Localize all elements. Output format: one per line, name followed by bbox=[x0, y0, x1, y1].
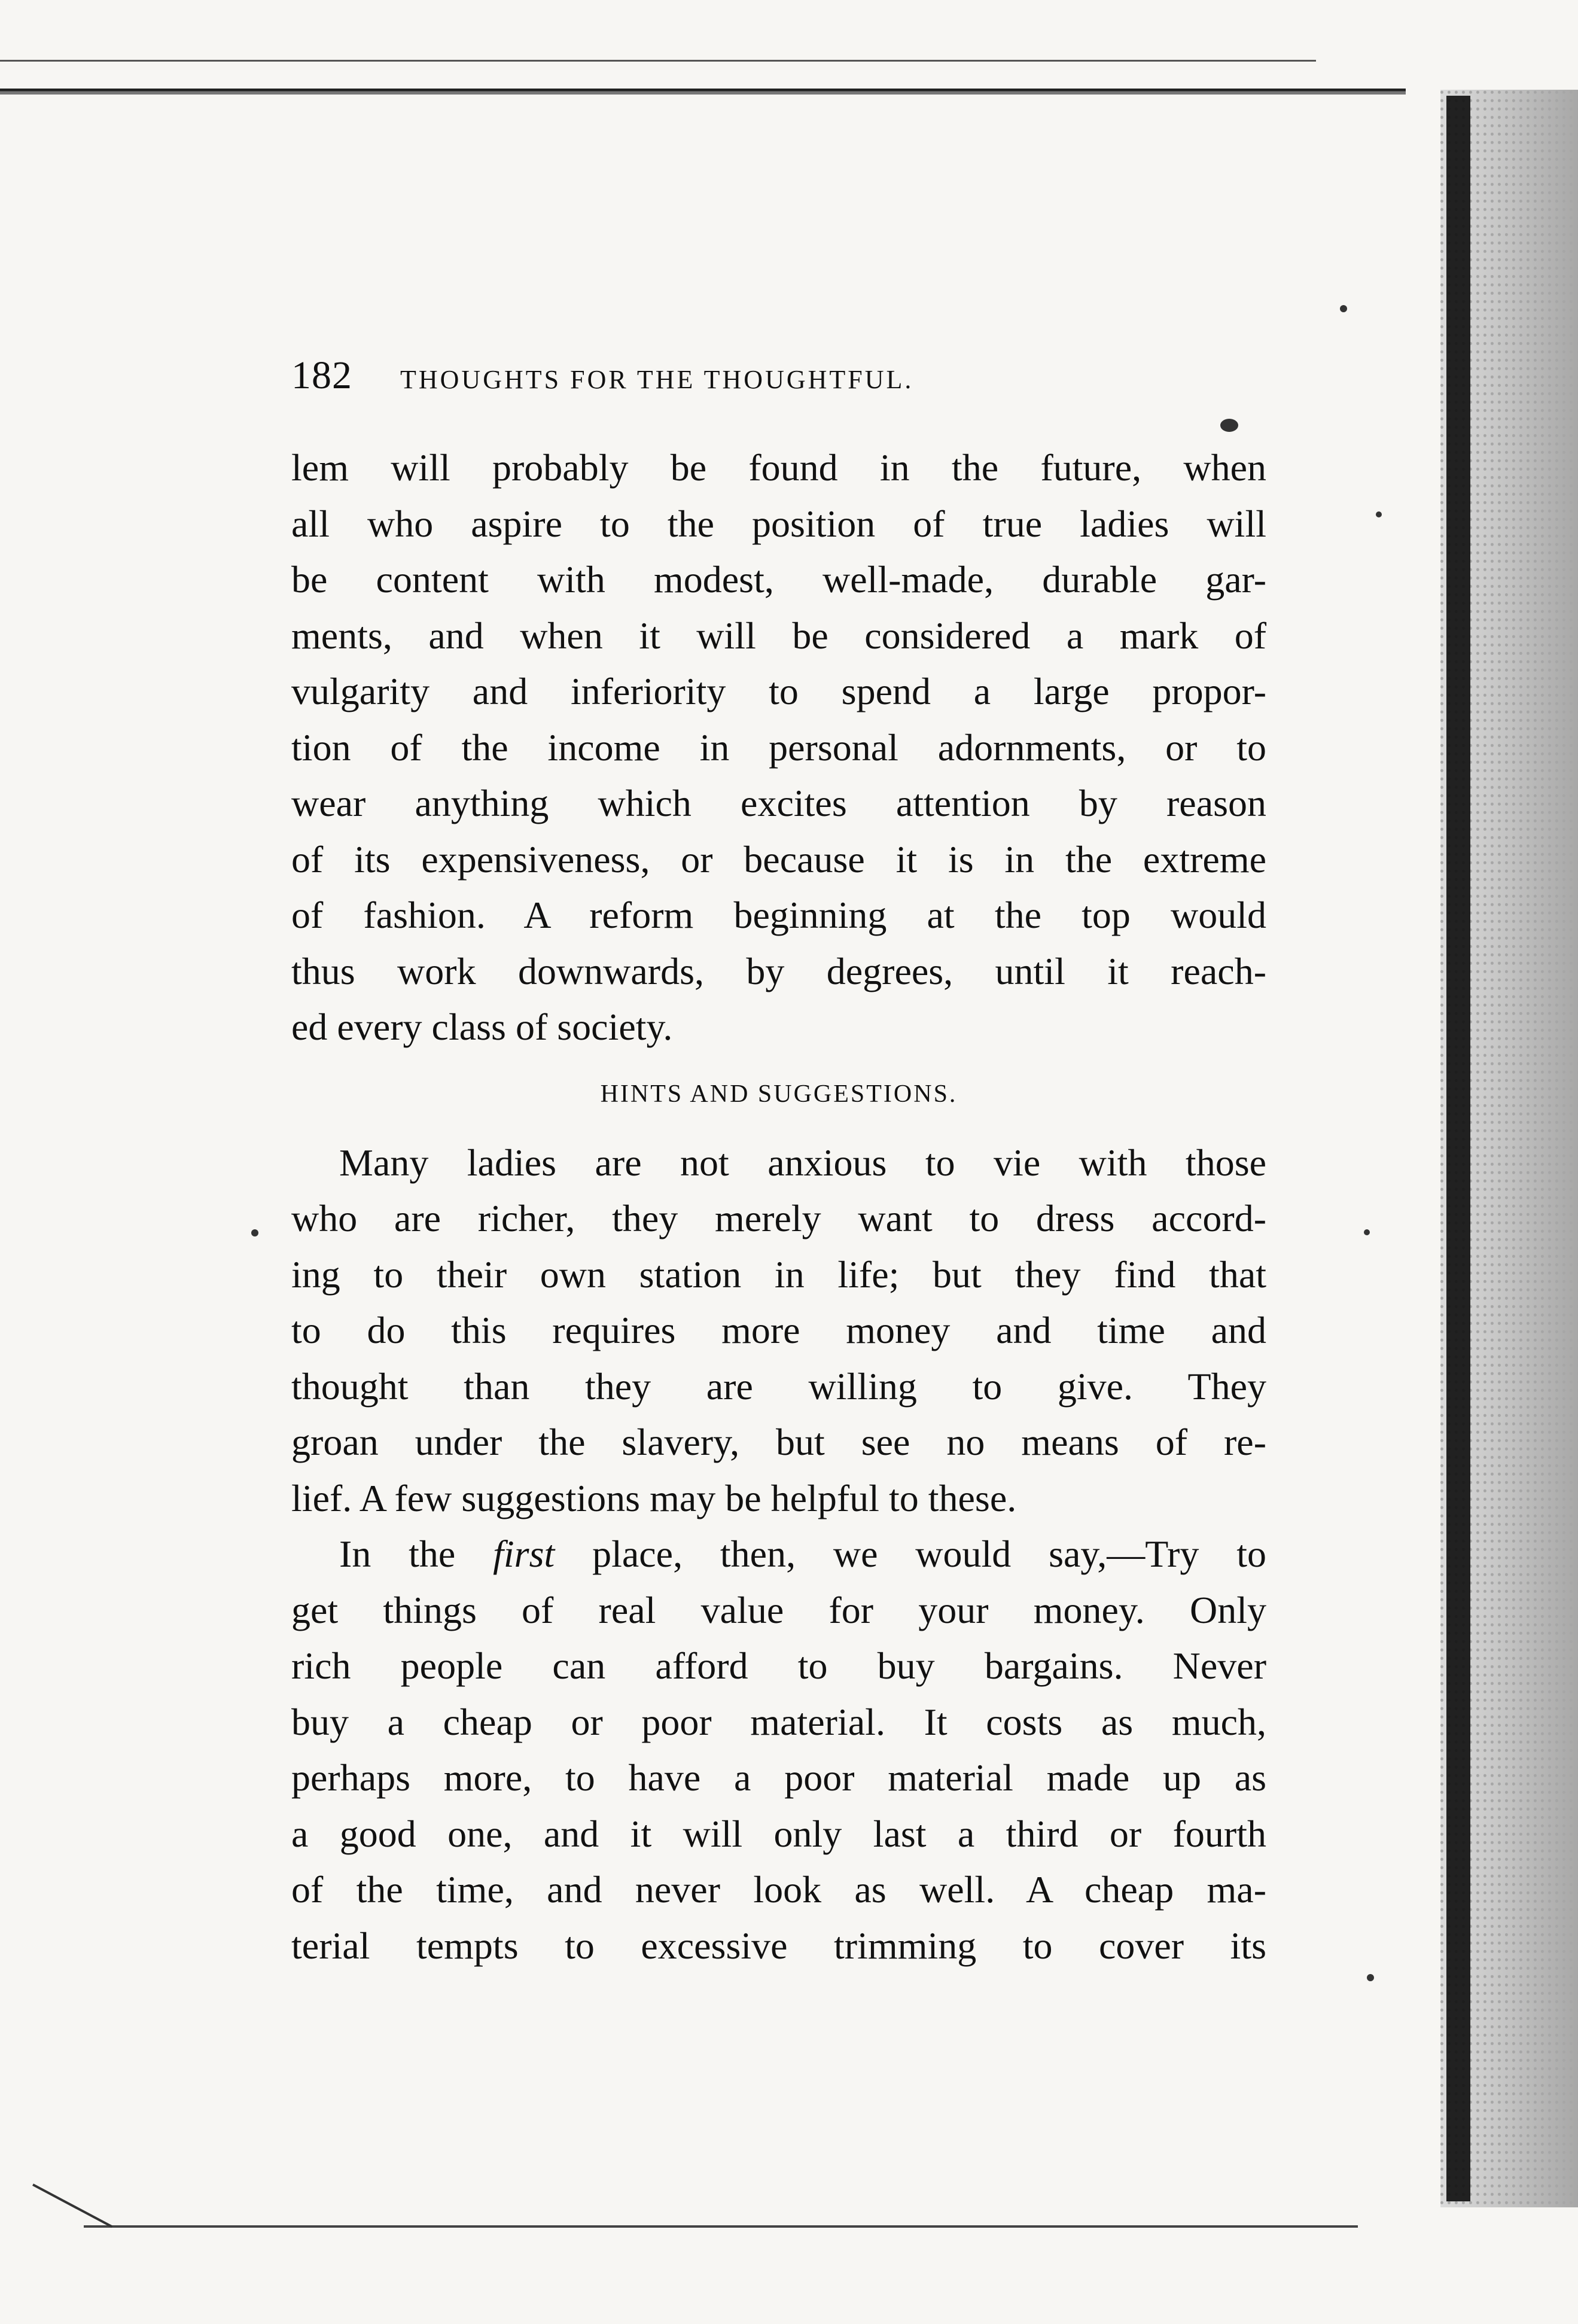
text-line: perhaps more, to have a poor material made up as bbox=[291, 1756, 1266, 1799]
text-run: place, then, we would say,—Try to bbox=[555, 1533, 1266, 1575]
text-line: ed every class of society. bbox=[291, 1006, 673, 1048]
text-line: lief. A few suggestions may be helpful to these. bbox=[291, 1476, 1017, 1519]
ink-speck bbox=[1220, 419, 1238, 432]
ink-speck bbox=[1376, 511, 1382, 517]
text-line: ments, and when it will be considered a mark of bbox=[291, 614, 1266, 657]
italic-word: first bbox=[493, 1533, 555, 1575]
text-run: In the bbox=[339, 1533, 493, 1575]
paragraph-hints bbox=[291, 1135, 1266, 1527]
running-head: THOUGHTS FOR THE THOUGHTFUL. bbox=[400, 365, 914, 394]
ink-speck bbox=[1340, 305, 1347, 312]
page-bottom-edge bbox=[84, 2225, 1358, 2228]
page-number: 182 bbox=[291, 354, 352, 397]
text-line: ing to their own station in life; but they find that bbox=[291, 1253, 1266, 1296]
text-line: thought than they are willing to give. They bbox=[291, 1364, 1266, 1408]
text-line: tion of the income in personal adornments, or to bbox=[291, 726, 1266, 769]
text-line: of its expensiveness, or because it is in the extreme bbox=[291, 837, 1266, 881]
ink-speck bbox=[1367, 1974, 1374, 1981]
text-line: all who aspire to the position of true ladies will bbox=[291, 502, 1266, 545]
page-top-edge-thin bbox=[0, 60, 1316, 62]
corner-mark bbox=[32, 2183, 112, 2228]
ink-speck bbox=[1364, 1229, 1370, 1235]
text-line: Many ladies are not anxious to vie with those bbox=[339, 1141, 1266, 1184]
text-line: buy a cheap or poor material. It costs as much, bbox=[291, 1700, 1266, 1743]
page-header bbox=[291, 353, 1272, 407]
text-line: vulgarity and inferiority to spend a large propor- bbox=[291, 670, 1266, 712]
text-line: be content with modest, well-made, durable gar- bbox=[291, 558, 1266, 601]
paragraph-continuation bbox=[291, 440, 1266, 1055]
section-heading: HINTS AND SUGGESTIONS. bbox=[600, 1080, 958, 1108]
ink-speck bbox=[251, 1229, 258, 1236]
page-top-edge bbox=[0, 89, 1406, 95]
text-line: thus work downwards, by degrees, until it reach- bbox=[291, 949, 1266, 992]
text-line: of the time, and never look as well. A cheap ma- bbox=[291, 1868, 1266, 1911]
page-body bbox=[291, 440, 1266, 1973]
text-line: a good one, and it will only last a third or fourth bbox=[291, 1812, 1266, 1855]
text-line: groan under the slavery, but see no means of re- bbox=[291, 1421, 1266, 1463]
text-line: get things of real value for your money. Only bbox=[291, 1588, 1266, 1631]
text-line: terial tempts to excessive trimming to cover its bbox=[291, 1924, 1266, 1967]
text-line: rich people can afford to buy bargains. Never bbox=[291, 1644, 1266, 1687]
binding-gutter bbox=[1446, 96, 1470, 2201]
paragraph-first-place bbox=[291, 1526, 1266, 1973]
text-line: who are richer, they merely want to dress accord- bbox=[291, 1197, 1266, 1239]
text-line: to do this requires more money and time and bbox=[291, 1309, 1266, 1351]
text-line: lem will probably be found in the future, when bbox=[291, 446, 1266, 489]
text-line: of fashion. A reform beginning at the top would bbox=[291, 894, 1266, 936]
text-line: wear anything which excites attention by reason bbox=[291, 782, 1266, 824]
text-line bbox=[291, 1526, 1266, 1582]
